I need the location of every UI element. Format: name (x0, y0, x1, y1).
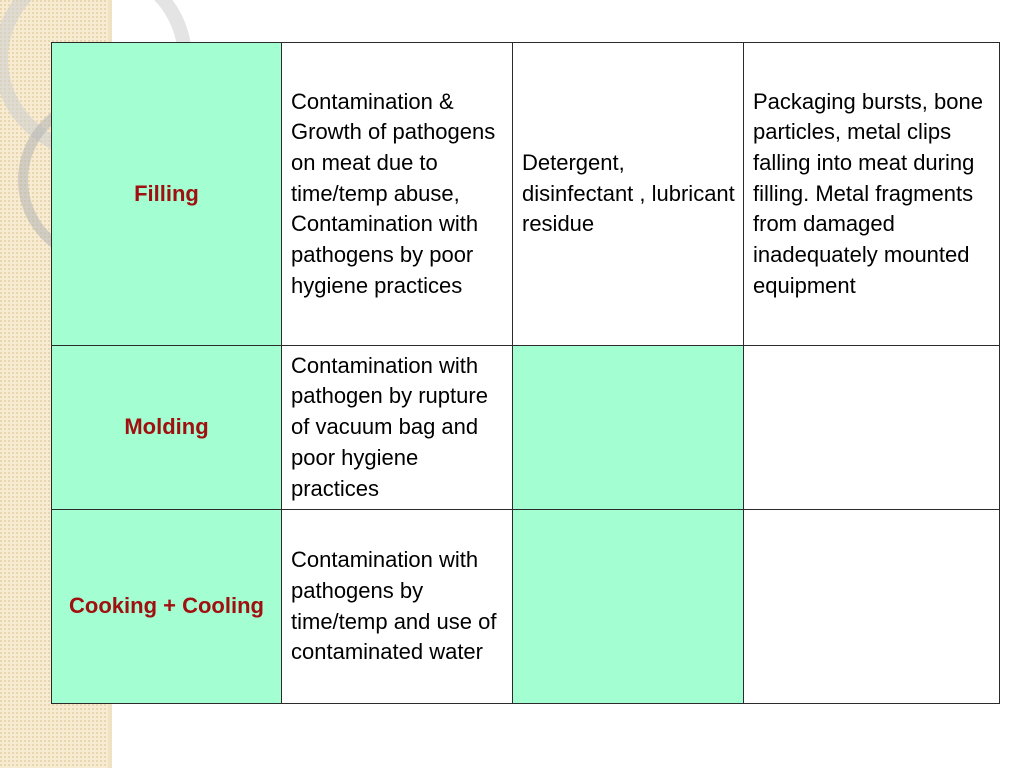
stage-cell: Filling (52, 43, 282, 346)
biological-hazard-cell: Contamination with pathogens by time/temp and use of contaminated water (282, 510, 513, 704)
chemical-hazard-cell (513, 510, 744, 704)
hazard-table (51, 42, 1000, 704)
physical-hazard-cell: Packaging bursts, bone particles, metal clips falling into meat during filling. Metal fragments from damaged inadequately mounted equipment (744, 43, 1000, 346)
biological-hazard-cell: Contamination & Growth of pathogens on meat due to time/temp abuse, Contamination with pathogens by poor hygiene practices (282, 43, 513, 346)
table-row-filling (52, 43, 1000, 346)
table-row-molding (52, 346, 1000, 510)
chemical-hazard-cell: Detergent, disinfectant , lubricant residue (513, 43, 744, 346)
hazard-table-container (51, 42, 999, 704)
stage-cell: Cooking + Cooling (52, 510, 282, 704)
chemical-hazard-cell (513, 346, 744, 510)
physical-hazard-cell (744, 510, 1000, 704)
stage-cell: Molding (52, 346, 282, 510)
biological-hazard-cell: Contamination with pathogen by rupture of vacuum bag and poor hygiene practices (282, 346, 513, 510)
physical-hazard-cell (744, 346, 1000, 510)
table-row-cooking-cooling (52, 510, 1000, 704)
